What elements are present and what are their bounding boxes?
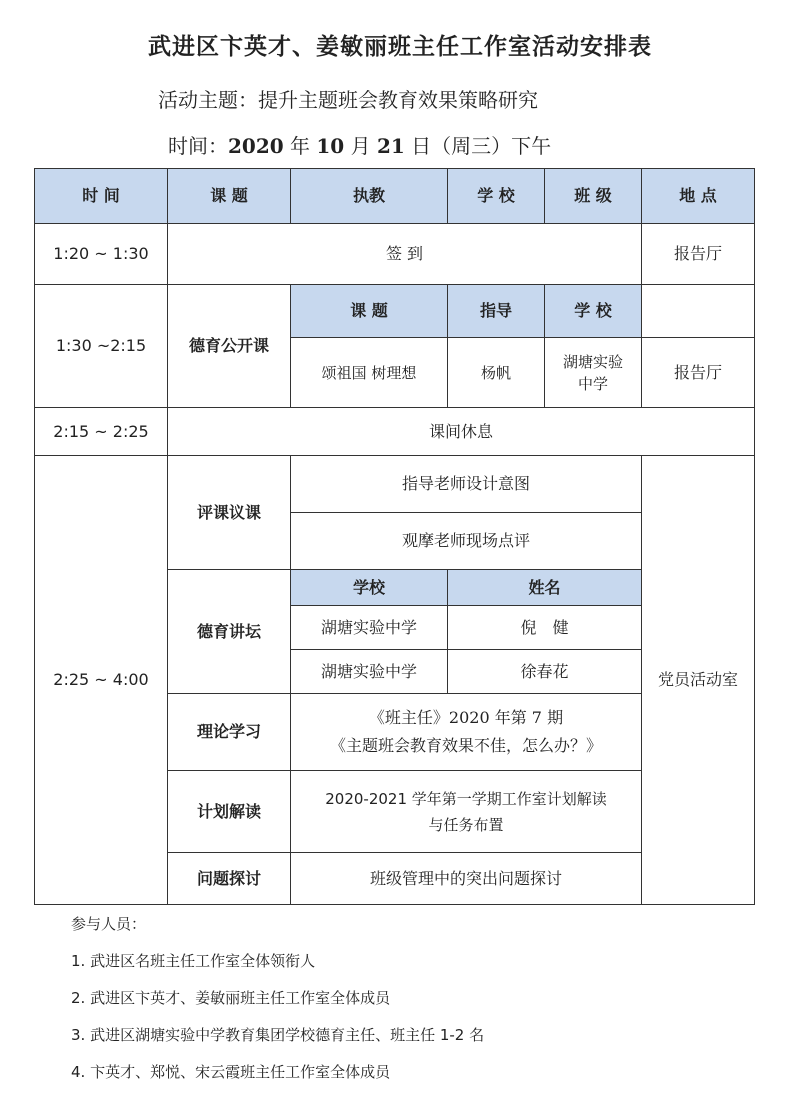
col-header-time: 时 间 [35,169,168,224]
participant-item: 4. 卞英才、郑悦、宋云霞班主任工作室全体成员 [71,1063,391,1081]
open-class-category: 德育公开课 [168,285,291,408]
afternoon-place: 党员活动室 [642,456,755,905]
schedule-table [34,168,755,905]
open-class-mentor: 杨帆 [448,338,545,408]
day-suffix: 日（周三）下午 [411,134,552,158]
signin-time: 1:20 ~ 1:30 [35,224,168,285]
forum-name-1: 倪 健 [448,606,642,650]
theory-line-2: 《主题班会教育效果不佳，怎么办？》 [329,736,602,755]
forum-school-1: 湖塘实验中学 [291,606,448,650]
activity-theme: 活动主题：提升主题班会教育效果策略研究 [158,88,538,112]
table-row [35,408,755,456]
year-suffix: 年 [290,134,311,158]
forum-category: 德育讲坛 [168,570,291,694]
participants-heading: 参与人员： [71,915,147,933]
review-item-2: 观摩老师现场点评 [291,513,642,570]
afternoon-time: 2:25 ~ 4:00 [35,456,168,905]
participant-item: 2. 武进区卞英才、姜敏丽班主任工作室全体成员 [71,989,391,1007]
table-row [35,224,755,285]
open-class-place-blank [642,285,755,338]
col-header-topic: 课 题 [168,169,291,224]
page-title: 武进区卞英才、姜敏丽班主任工作室活动安排表 [148,34,652,60]
plan-line-1: 2020-2021 学年第一学期工作室计划解读 [325,789,607,808]
col-header-class: 班 级 [545,169,642,224]
review-item-1: 指导老师设计意图 [291,456,642,513]
plan-category: 计划解读 [168,771,291,853]
forum-name-2: 徐春花 [448,650,642,694]
issue-category: 问题探讨 [168,853,291,905]
open-class-school: 湖塘实验中学 [545,338,642,408]
table-row [35,285,755,338]
forum-school-2: 湖塘实验中学 [291,650,448,694]
forum-subheader-name: 姓名 [448,570,642,606]
issue-content: 班级管理中的突出问题探讨 [291,853,642,905]
open-class-subheader-school: 学 校 [545,285,642,338]
day: 21 [376,134,405,158]
break-content: 课间休息 [168,408,755,456]
col-header-teacher: 执教 [291,169,448,224]
forum-subheader-school: 学校 [291,570,448,606]
signin-place: 报告厅 [642,224,755,285]
year: 2020 [228,134,284,158]
break-time: 2:15 ~ 2:25 [35,408,168,456]
participant-item: 3. 武进区湖塘实验中学教育集团学校德育主任、班主任 1-2 名 [71,1026,485,1044]
plan-line-2: 与任务布置 [428,815,504,834]
open-class-topic: 颂祖国 树理想 [291,338,448,408]
month-suffix: 月 [350,134,371,158]
header-row [35,169,755,224]
theory-content [291,694,642,771]
open-class-subheader-topic: 课 题 [291,285,448,338]
participant-item: 1. 武进区名班主任工作室全体领衔人 [71,952,316,970]
participants-section [71,912,484,1097]
month: 10 [316,134,345,158]
open-class-subheader-mentor: 指导 [448,285,545,338]
col-header-school: 学 校 [448,169,545,224]
open-class-time: 1:30 ~2:15 [35,285,168,408]
review-category: 评课议课 [168,456,291,570]
open-class-place: 报告厅 [642,338,755,408]
signin-content: 签 到 [168,224,642,285]
table-row [35,456,755,513]
theory-category: 理论学习 [168,694,291,771]
time-prefix: 时间： [168,134,228,158]
plan-content [291,771,642,853]
event-time [168,130,551,159]
col-header-place: 地 点 [642,169,755,224]
theory-line-1: 《班主任》2020 年第 7 期 [368,708,564,727]
